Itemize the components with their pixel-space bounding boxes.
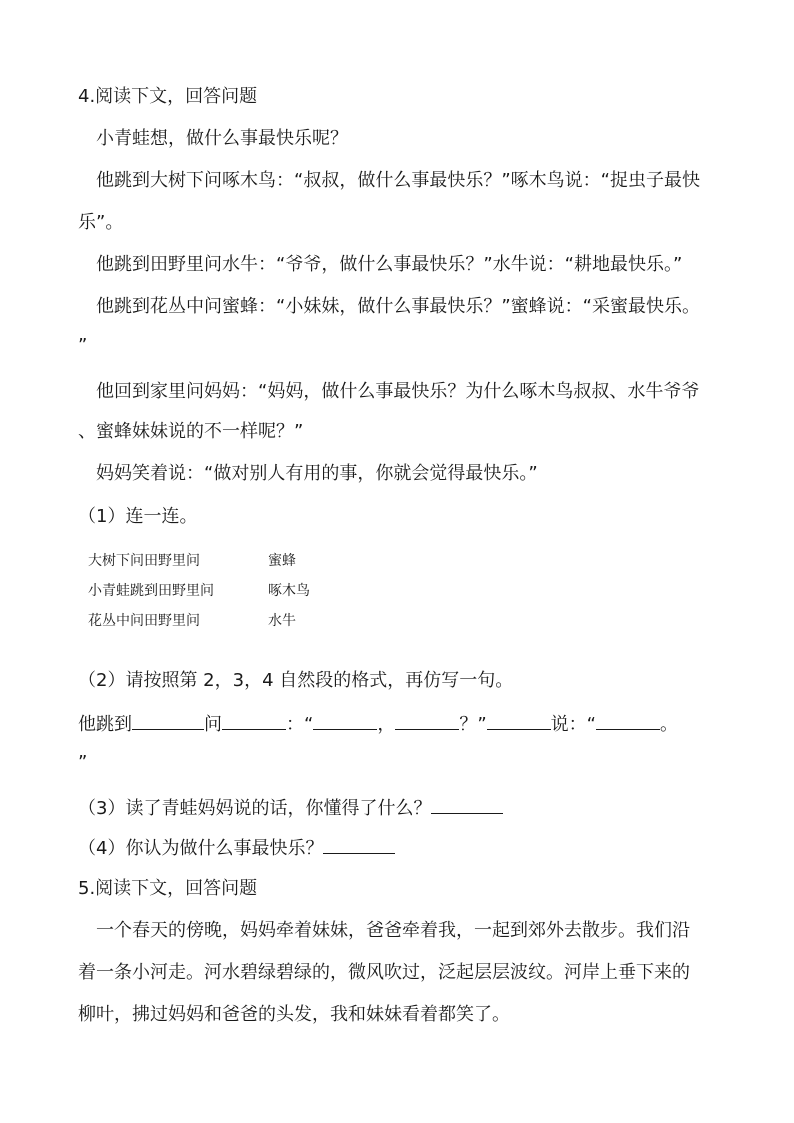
answer-blank[interactable] — [596, 711, 660, 730]
q4-sub2-quote-end: ” — [78, 752, 88, 773]
template-text: ， — [377, 714, 396, 735]
template-text: 他跳到 — [78, 714, 132, 735]
answer-blank[interactable] — [132, 711, 204, 730]
q4-passage-line: 小青蛙想，做什么事最快乐呢？ — [96, 128, 348, 149]
template-text: ？” — [459, 714, 487, 735]
answer-blank[interactable] — [395, 711, 459, 730]
q4-passage-line: 他回到家里问妈妈：“妈妈，做什么事最快乐？为什么啄木鸟叔叔、水牛爷爷 — [96, 381, 700, 402]
q4-passage-line: 他跳到田野里问水牛：“爷爷，做什么事最快乐？”水牛说：“耕地最快乐。” — [96, 254, 683, 275]
q4-sub3 — [78, 795, 503, 821]
q4-passage-line: 乐”。 — [78, 212, 124, 233]
answer-blank[interactable] — [313, 711, 377, 730]
q4-sub4 — [78, 835, 395, 861]
q5-passage-line: 一个春天的傍晚，妈妈牵着妹妹，爸爸牵着我，一起到郊外去散步。我们沿 — [96, 920, 690, 941]
template-text: ：“ — [286, 714, 314, 735]
match-right-item[interactable]: 啄木鸟 — [268, 583, 310, 599]
match-left-item[interactable]: 小青蛙跳到田野里问 — [88, 583, 214, 599]
answer-blank[interactable] — [431, 795, 503, 814]
template-text: 。 — [659, 714, 678, 735]
match-left-item[interactable]: 花丛中问田野里问 — [88, 613, 200, 629]
answer-blank[interactable] — [323, 835, 395, 854]
q4-sub2-template — [78, 711, 678, 737]
q5-passage-line: 柳叶，拂过妈妈和爸爸的头发，我和妹妹看着都笑了。 — [78, 1004, 510, 1025]
q4-sub1-label: （1）连一连。 — [78, 506, 198, 527]
match-right-item[interactable]: 蜜蜂 — [268, 553, 296, 569]
q4-passage-line: 他跳到花丛中问蜜蜂：“小妹妹，做什么事最快乐？”蜜蜂说：“采蜜最快乐。 — [96, 296, 700, 317]
q4-passage-line: ” — [78, 335, 88, 356]
match-right-item[interactable]: 水牛 — [268, 613, 296, 629]
template-text: 说：“ — [550, 714, 596, 735]
answer-blank[interactable] — [487, 711, 551, 730]
q4-sub2-label: （2）请按照第 2，3，4 自然段的格式，再仿写一句。 — [78, 670, 514, 691]
q5-heading: 5.阅读下文，回答问题 — [78, 878, 258, 899]
q4-sub4-label: （4）你认为做什么事最快乐？ — [78, 838, 324, 859]
q4-passage-line: 、蜜蜂妹妹说的不一样呢？” — [78, 421, 304, 442]
q4-sub3-label: （3）读了青蛙妈妈说的话，你懂得了什么？ — [78, 798, 432, 819]
match-left-item[interactable]: 大树下问田野里问 — [88, 553, 200, 569]
q4-heading: 4.阅读下文，回答问题 — [78, 86, 258, 107]
q5-passage-line: 着一条小河走。河水碧绿碧绿的，微风吹过，泛起层层波纹。河岸上垂下来的 — [78, 962, 690, 983]
q4-passage-line: 他跳到大树下问啄木鸟：“叔叔，做什么事最快乐？”啄木鸟说：“捉虫子最快 — [96, 170, 700, 191]
answer-blank[interactable] — [222, 711, 286, 730]
template-text: 问 — [204, 714, 222, 735]
q4-passage-line: 妈妈笑着说：“做对别人有用的事，你就会觉得最快乐。” — [96, 463, 538, 484]
